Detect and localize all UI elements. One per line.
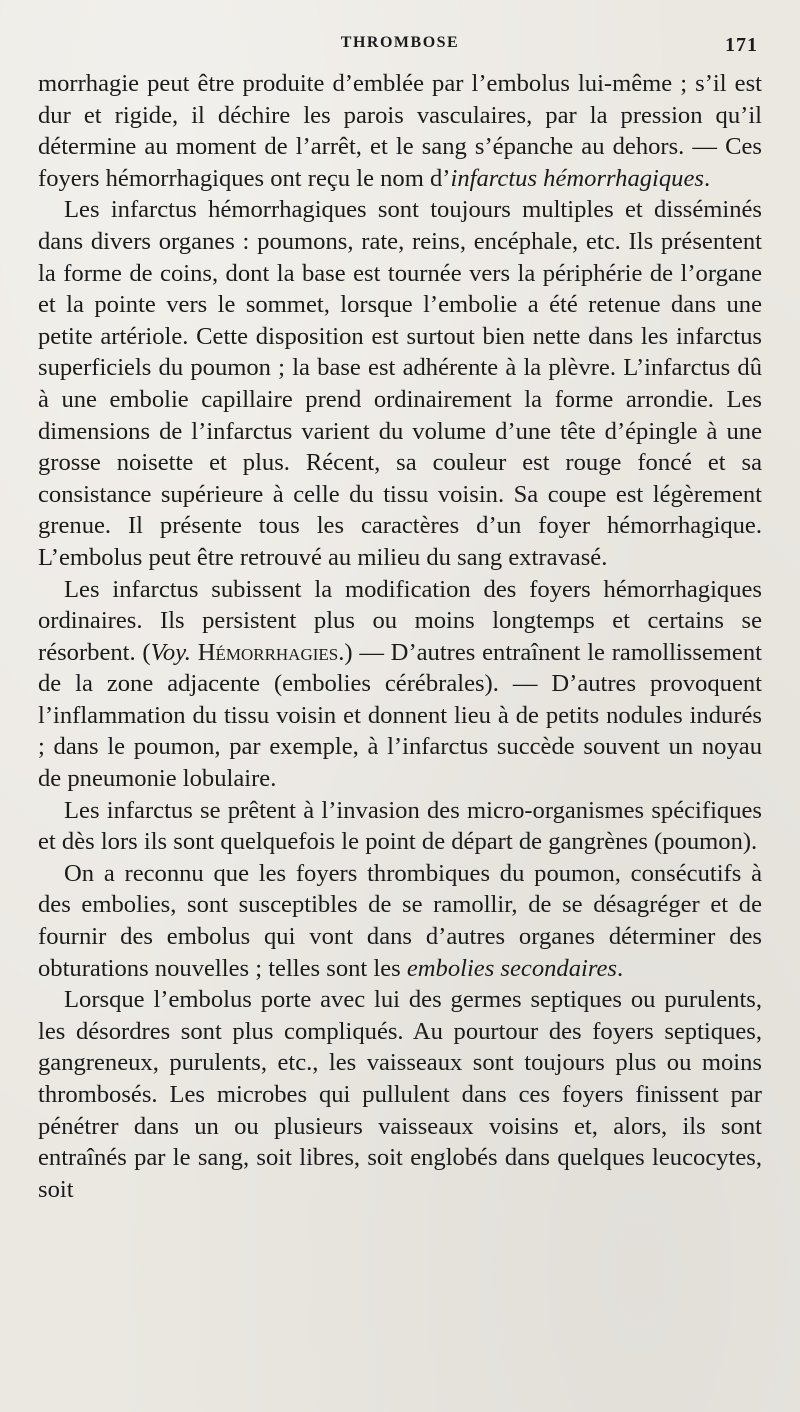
page-number: 171 bbox=[725, 34, 758, 56]
italic-text: infarctus hémorrhagiques bbox=[450, 164, 704, 192]
text-run: . bbox=[703, 164, 711, 192]
text-run: On a reconnu que les foyers thrombiques du poumon, consécutifs à des embolies, sont susceptibles de se ramollir, de se désagréger et de fournir des embolus qui vont dans d’autres organes déterminer des obturations nouvelles ; telles sont les bbox=[38, 859, 762, 982]
text-run: .) — D’autres entraînent le ramollissement de la zone adjacente (embolies cérébrales). — D’autres provoquent l’inflammation du tissu voisin et donnent lieu à de petits nodules indurés ; dans le poumon, par exemple, à l’infarctus succède souvent un noyau de pneumonie lobulaire. bbox=[38, 638, 762, 793]
text-run: Lorsque l’embolus porte avec lui des germes septiques ou purulents, les désordres sont plus compliqués. Au pourtour des foyers septiques, gangreneux, purulents, etc., les vaisseaux sont toujours plus ou moins thrombosés. Les microbes qui pullulent dans ces foyers finissent par pénétrer dans un ou plusieurs vaisseaux voisins et, alors, ils sont entraînés par le sang, soit libres, soit englobés dans quelques leucocytes, soit bbox=[38, 986, 762, 1203]
text-run: . bbox=[617, 954, 624, 982]
text-run bbox=[191, 639, 198, 666]
small-caps-text: Hémorrhagies bbox=[197, 638, 339, 666]
paragraph bbox=[38, 984, 762, 1205]
text-run: Les infarctus subissent la modification des foyers hémorrhagiques ordinaires. Ils persistent plus ou moins longtemps et certains se résorbent. ( bbox=[38, 575, 762, 666]
italic-text: embolies secondaires bbox=[406, 954, 617, 982]
paragraph bbox=[38, 858, 762, 984]
paragraph bbox=[38, 194, 762, 573]
paragraph bbox=[38, 574, 762, 795]
paragraph bbox=[38, 68, 762, 194]
body-text bbox=[38, 68, 762, 1205]
text-run: Les infarctus se prêtent à l’invasion des micro-organismes spécifiques et dès lors ils sont quelquefois le point de départ de gangrènes (poumon). bbox=[38, 796, 762, 856]
italic-text: Voy. bbox=[150, 638, 191, 666]
paragraph bbox=[38, 795, 762, 858]
text-run: morrhagie peut être produite d’emblée par l’embolus lui-même ; s’il est dur et rigide, il déchire les parois vasculaires, par la pression qu’il détermine au moment de l’arrêt, et le sang s’épanche au dehors. — Ces foyers hémorrhagiques ont reçu le nom d’ bbox=[38, 70, 762, 192]
running-title: THROMBOSE bbox=[340, 34, 460, 51]
running-head bbox=[38, 30, 762, 60]
text-run: Les infarctus hémorrhagiques sont toujours multiples et disséminés dans divers organes : poumons, rate, reins, encéphale, etc. Ils présentent la forme de coins, dont la base est tournée vers la périphérie de l’organe et la pointe vers le sommet, lorsque l’embolie a été retenue dans une petite artériole. Cette disposition est surtout bien nette dans les infarctus superficiels du poumon ; la base est adhérente à la plèvre. L’infarctus dû à une embolie capillaire prend ordinairement la forme arrondie. Les dimensions de l’infarctus varient du volume d’une tête d’épingle à une grosse noisette et plus. Récent, sa couleur est rouge foncé et sa consistance supérieure à celle du tissu voisin. Sa coupe est légèrement grenue. Il présente tous les caractères d’un foyer hémorrhagique. L’embolus peut être retrouvé au milieu du sang extravasé. bbox=[38, 196, 762, 571]
